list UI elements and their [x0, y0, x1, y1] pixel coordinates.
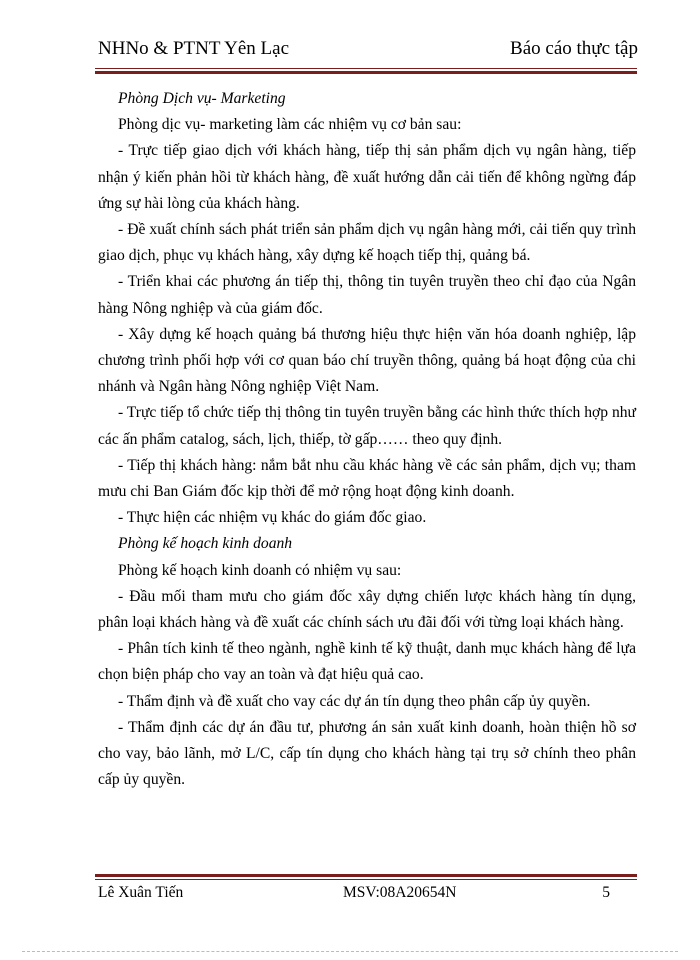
header-document-type: Báo cáo thực tập: [510, 38, 638, 59]
paragraph: - Phân tích kinh tế theo ngành, nghề kinh tế kỹ thuật, danh mục khách hàng để lựa chọn biện pháp cho vay an toàn và đạt hiệu quả cao.: [98, 640, 636, 684]
page-header: [98, 38, 638, 66]
paragraph: - Xây dựng kế hoạch quảng bá thương hiệu thực hiện văn hóa doanh nghiệp, lập chương trình phối hợp với cơ quan báo chí truyền thông, quảng bá hoạt động của chi nhánh và Ngân hàng Nông nghiệp Việt Nam.: [98, 325, 636, 396]
page-footer: [98, 884, 638, 906]
page-break-line: [22, 951, 678, 952]
footer-student-id: MSV:08A20654N: [343, 884, 457, 901]
paragraph: - Triển khai các phương án tiếp thị, thông tin tuyên truyền theo chỉ đạo của Ngân hàng Nông nghiệp và của giám đốc.: [98, 273, 636, 317]
page-body: [98, 86, 636, 793]
footer-rule-thick: [95, 874, 637, 877]
section-heading-marketing: Phòng Dịch vụ- Marketing: [118, 90, 286, 107]
paragraph: Phòng kế hoạch kinh doanh có nhiệm vụ sau:: [118, 561, 402, 579]
paragraph: - Tiếp thị khách hàng: nắm bắt nhu cầu khác hàng về các sản phẩm, dịch vụ; tham mưu chi Ban Giám đốc kịp thời để mở rộng hoạt động kinh doanh.: [98, 456, 636, 501]
header-rule-thin: [95, 68, 637, 69]
header-rule-thick: [95, 71, 637, 74]
section-heading-business-planning: Phòng kế hoạch kinh doanh: [118, 535, 293, 553]
paragraph: - Thực hiện các nhiệm vụ khác do giám đốc giao.: [118, 509, 427, 527]
footer-author: Lê Xuân Tiến: [98, 884, 184, 901]
paragraph: - Trực tiếp tổ chức tiếp thị thông tin tuyên truyền bằng các hình thức thích hợp như các ấn phẩm catalog, sách, lịch, thiếp, tờ gấp…… theo quy định.: [98, 404, 637, 448]
paragraph: - Trực tiếp giao dịch với khách hàng, tiếp thị sản phẩm dịch vụ ngân hàng, tiếp nhận ý kiến phản hồi từ khách hàng, đề xuất hướng dẫn cải tiến để không ngừng đáp ứng sự hài lòng của khách hàng.: [98, 142, 636, 212]
paragraph: - Thẩm định các dự án đầu tư, phương án sản xuất kinh doanh, hoàn thiện hồ sơ cho vay, bảo lãnh, mở L/C, cấp tín dụng cho khách hàng tại trụ sở chính theo phân cấp ủy quyền.: [98, 718, 636, 789]
paragraph: Phòng dịc vụ- marketing làm các nhiệm vụ cơ bản sau:: [118, 116, 462, 134]
page-number: 5: [602, 884, 610, 901]
paragraph: - Thẩm định và đề xuất cho vay các dự án tín dụng theo phân cấp ủy quyền.: [118, 692, 591, 710]
paragraph: - Đầu mối tham mưu cho giám đốc xây dựng chiến lược khách hàng tín dụng, phân loại khách hàng và đề xuất các chính sách ưu đãi đối với từng loại khách hàng.: [98, 587, 636, 632]
paragraph: - Đề xuất chính sách phát triển sản phẩm dịch vụ ngân hàng mới, cải tiến quy trình giao dịch, phục vụ khách hàng, xây dựng kế hoạch tiếp thị, quảng bá.: [98, 221, 636, 265]
header-organization: NHNo & PTNT Yên Lạc: [98, 38, 290, 59]
footer-rule-thin: [95, 879, 637, 880]
